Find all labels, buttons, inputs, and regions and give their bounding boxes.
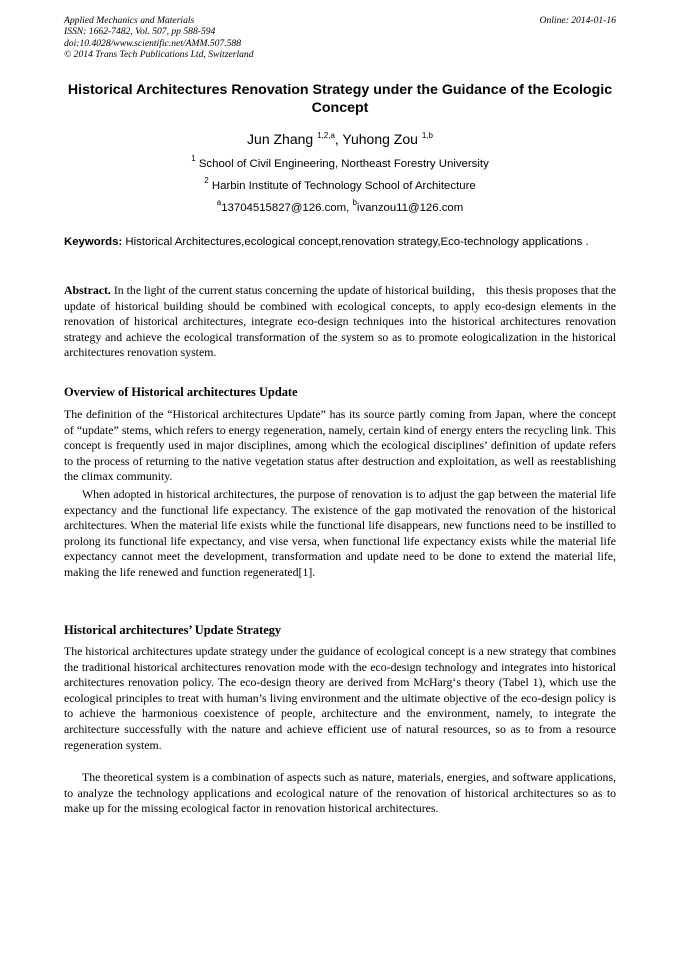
section2-paragraph-1: The historical architectures update strategy under the guidance of ecological concept is a new strategy that combines the traditional historical architectures renovation mode with the eco-design technology and integrates into historical architectures renovation policy. The eco-design theory are derived from McHarg‘s theory (Tabel 1), which use the ecological principles to treat with human’s living environment and the ultimate objective of the eco-design policy is to achieve the harmonious coexistence of people, architecture and the environment, namely, to integrate the architecture successfully with the nature and achieve efficient use of natural resources, so as to from a resource regeneration system. [64, 644, 616, 752]
section-heading-overview: Overview of Historical architectures Update [64, 385, 298, 399]
keywords-label: Keywords: [64, 236, 123, 248]
section1-paragraph-2: When adopted in historical architectures, the purpose of renovation is to adjust the gap between the material life expectancy and the functional life expectancy. The existence of the gap motivated the renovation of the historical architectures. When the material life exists while the functional life disappears, new functions need to be instilled to prolong its functional life expectancy, and vise versa, when functional life expectancy exists while the material life expectancy cannot meet the development, transformation and update need to be done to extend the material life, making the life renewed and function regenerated[1]. [64, 487, 616, 579]
author-superscript: 1,2,a [317, 131, 335, 140]
abstract [64, 283, 616, 361]
affiliation-text: Harbin Institute of Technology School of Architecture [211, 180, 476, 192]
affiliation-superscript: 2 [204, 176, 209, 185]
keywords-text: Historical Architectures,ecological concept,renovation strategy,Eco-technology applications . [125, 236, 589, 248]
affiliation-text: School of Civil Engineering, Northeast Forestry University [198, 158, 489, 170]
email-line [64, 198, 616, 215]
author-line: Jun Zhang $^{1,2,a}$, Yuhong Zou $^{1,b}$ [247, 131, 433, 147]
keywords [64, 235, 616, 251]
section2-paragraph-2: The theoretical system is a combination of aspects such as nature, materials, energies, and software applications, to analyze the technology applications and ecological nature of the renovation of historical architectures so as to make up for the missing ecological factor in renovation historical architectures. [64, 770, 616, 816]
online-date: Online: 2014-01-16 [539, 15, 616, 26]
author-name: Yuhong Zou [342, 131, 418, 147]
email-b[interactable]: ivanzou11@126.com [356, 202, 464, 214]
affiliation-2 [64, 176, 616, 193]
journal-name: Applied Mechanics and Materials [64, 15, 195, 26]
email-superscript: a [216, 198, 222, 207]
doi[interactable]: doi:10.4028/www.scientific.net/AMM.507.588 [64, 37, 242, 49]
section-heading-strategy: Historical architectures’ Update Strategy [64, 623, 282, 637]
issn: ISSN: 1662-7482, Vol. 507, pp 588-594 [64, 26, 216, 38]
journal-header [64, 15, 616, 60]
author-name: Jun Zhang [247, 131, 314, 147]
affiliation-1 [64, 154, 616, 171]
section1-paragraph-1: The definition of the “Historical architectures Update” has its source partly coming from Japan, where the concept of “update” stems, which refers to energy regeneration, namely, certain kind of energy enters the recycling link. This concept is frequently used in major disciplines, among which the ecological disciplines’ definition of update refers to the process of returning to the native vegetation status after destruction and exploitation, as well as reestablishing the climax community. [64, 407, 616, 484]
email-superscript: b [352, 198, 357, 207]
abstract-label: Abstract. [64, 283, 111, 297]
affiliation-superscript: 1 [191, 154, 196, 163]
abstract-text: In the light of the current status concerning the update of historical building， this thesis proposes that the update of historical building should be combined with ecological concepts, to apply eco-design elements in the renovation of historical architectures, integrate eco-design techniques into the historical architectures renovation strategy and achieve the ecological transformation of the system so as to promote eologicalization in the historical architectures renovation system. [64, 283, 616, 360]
author-superscript: 1,b [421, 131, 433, 140]
paper-title: Historical Architectures Renovation Strategy under the Guidance of the Ecologic Concept [67, 82, 613, 116]
copyright: © 2014 Trans Tech Publications Ltd, Switzerland [64, 48, 254, 60]
email-a[interactable]: 13704515827@126.com, [221, 202, 350, 214]
